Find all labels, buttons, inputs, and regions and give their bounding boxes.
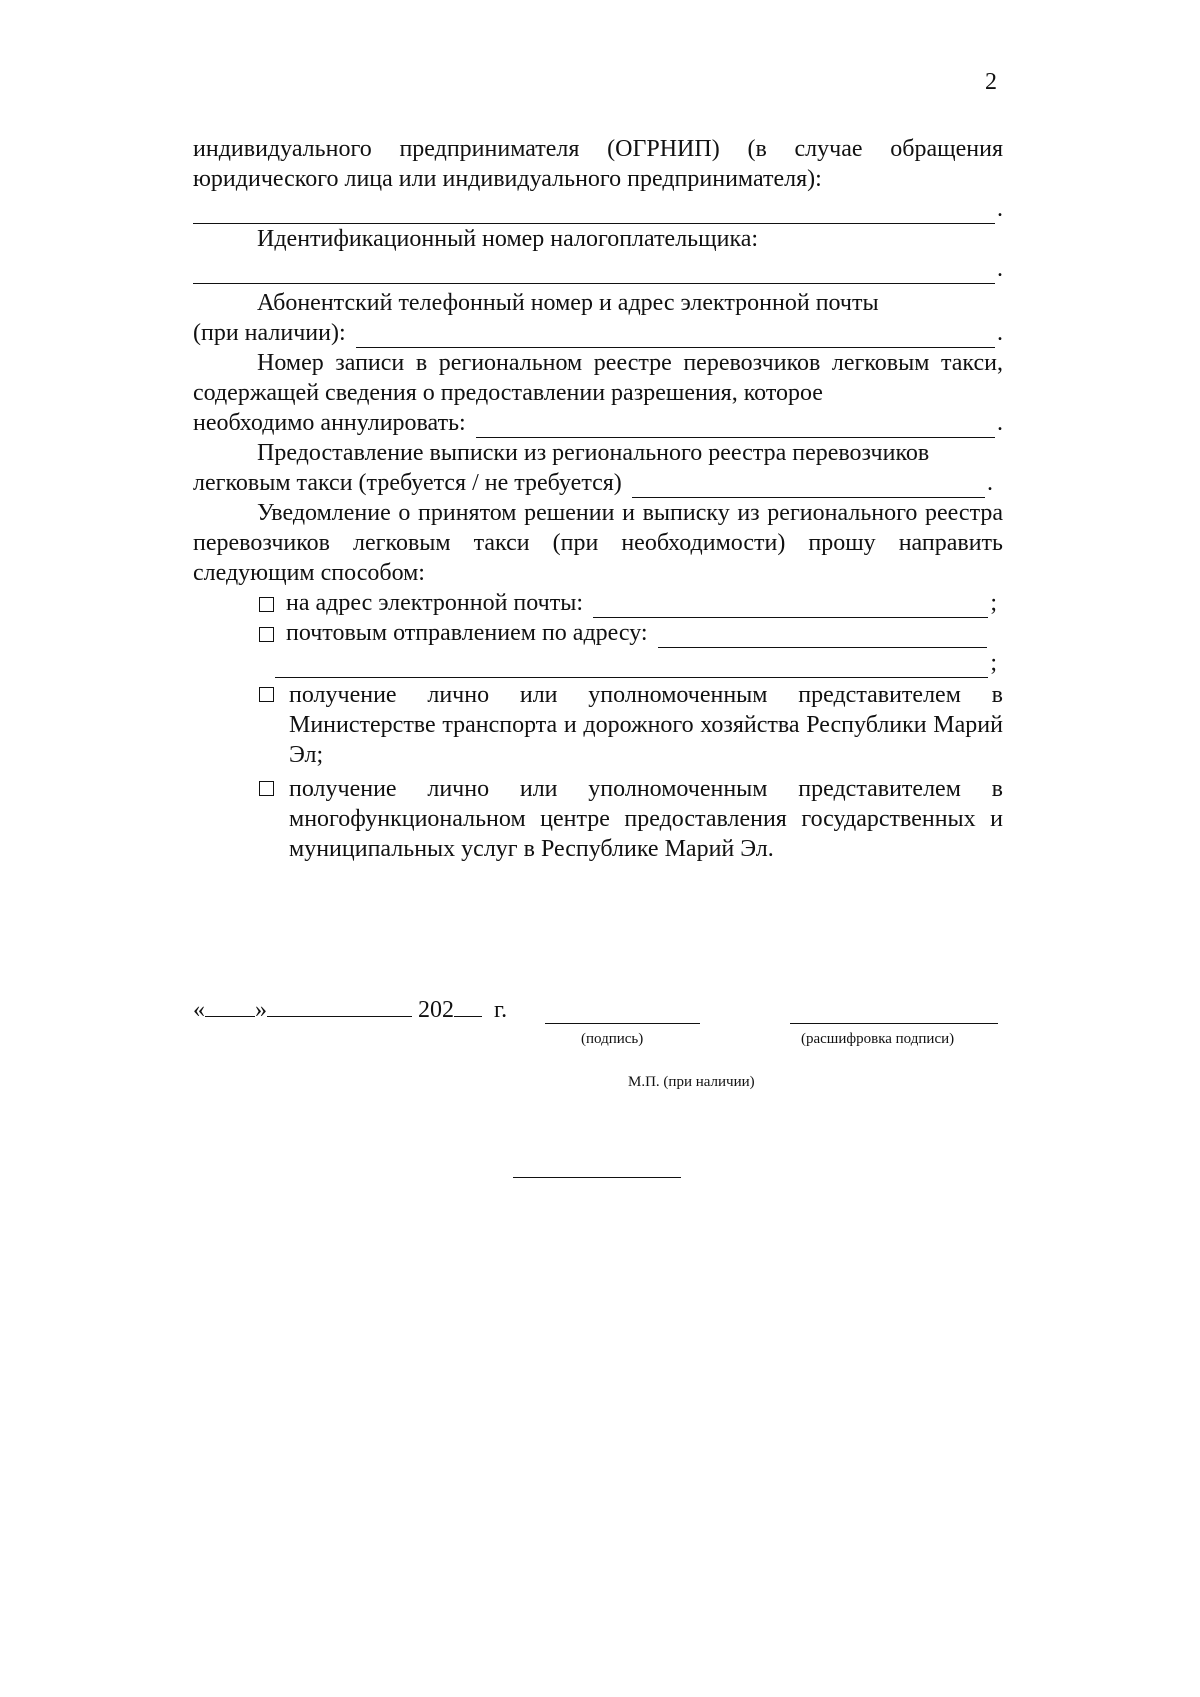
option-ministry[interactable]	[193, 680, 1003, 770]
post-address-field-continuation[interactable]: ;	[193, 648, 1003, 678]
email-field[interactable]	[593, 595, 988, 618]
extract-request-label: Предоставление выписки из регионального реестра перевозчиков	[257, 440, 930, 466]
signature-line[interactable]	[545, 1022, 700, 1024]
extract-request-field[interactable]: легковым такси (требуется / не требуется) .	[193, 470, 993, 496]
contacts-label: Абонентский телефонный номер и адрес электронной почты	[257, 290, 879, 316]
registry-record-label: Номер записи в региональном реестре перевозчиков легковым такси, содержащей сведения о предоставлении разрешения, которое	[193, 350, 1003, 406]
option-email[interactable]: на адрес электронной почты: ;	[193, 588, 1003, 618]
date-field[interactable]: « » 202 г.	[193, 994, 507, 1025]
inn-field[interactable]: .	[193, 254, 1003, 284]
option-post[interactable]	[193, 618, 1003, 648]
decoding-caption: (расшифровка подписи)	[801, 1031, 955, 1047]
signature-block	[193, 994, 1003, 1084]
form-body	[193, 134, 1003, 864]
signature-caption: (подпись)	[581, 1031, 644, 1047]
page-number: 2	[985, 69, 997, 95]
option-mfc-label: получение лично или уполномоченным представителем в многофункциональном центре предоставления государственных и муниципальных услуг в Республике Марий Эл.	[289, 776, 1003, 862]
end-rule	[513, 1177, 681, 1178]
ogrnip-field[interactable]: .	[193, 194, 1003, 224]
year-field[interactable]	[454, 994, 482, 1017]
checkbox-email[interactable]	[259, 597, 274, 612]
registry-record-field[interactable]: необходимо аннулировать: .	[193, 410, 1003, 436]
decoding-line[interactable]	[790, 1022, 998, 1024]
contacts-field[interactable]: (при наличии): .	[193, 320, 1003, 346]
stamp-note: М.П. (при наличии)	[628, 1074, 755, 1090]
option-ministry-label: получение лично или уполномоченным представителем в Министерстве транспорта и дорожного хозяйства Республики Марий Эл;	[289, 682, 1003, 768]
checkbox-post[interactable]	[259, 627, 274, 642]
option-post-label: почтовым отправлением по адресу:	[286, 620, 648, 646]
checkbox-ministry[interactable]	[259, 687, 274, 702]
option-mfc[interactable]	[193, 774, 1003, 864]
month-field[interactable]	[267, 994, 412, 1017]
notification-paragraph: Уведомление о принятом решении и выписку из регионального реестра перевозчиков легковым такси (при необходимости) прошу направить следующим способом:	[193, 500, 1003, 586]
checkbox-mfc[interactable]	[259, 781, 274, 796]
day-field[interactable]	[205, 994, 255, 1017]
ogrnip-paragraph: индивидуального предпринимателя (ОГРНИП) (в случае обращения юридического лица или индивидуального предпринимателя):	[193, 136, 1003, 192]
post-address-field[interactable]	[658, 625, 987, 648]
inn-label: Идентификационный номер налогоплательщика:	[257, 226, 759, 252]
option-email-label: на адрес электронной почты:	[286, 590, 583, 616]
